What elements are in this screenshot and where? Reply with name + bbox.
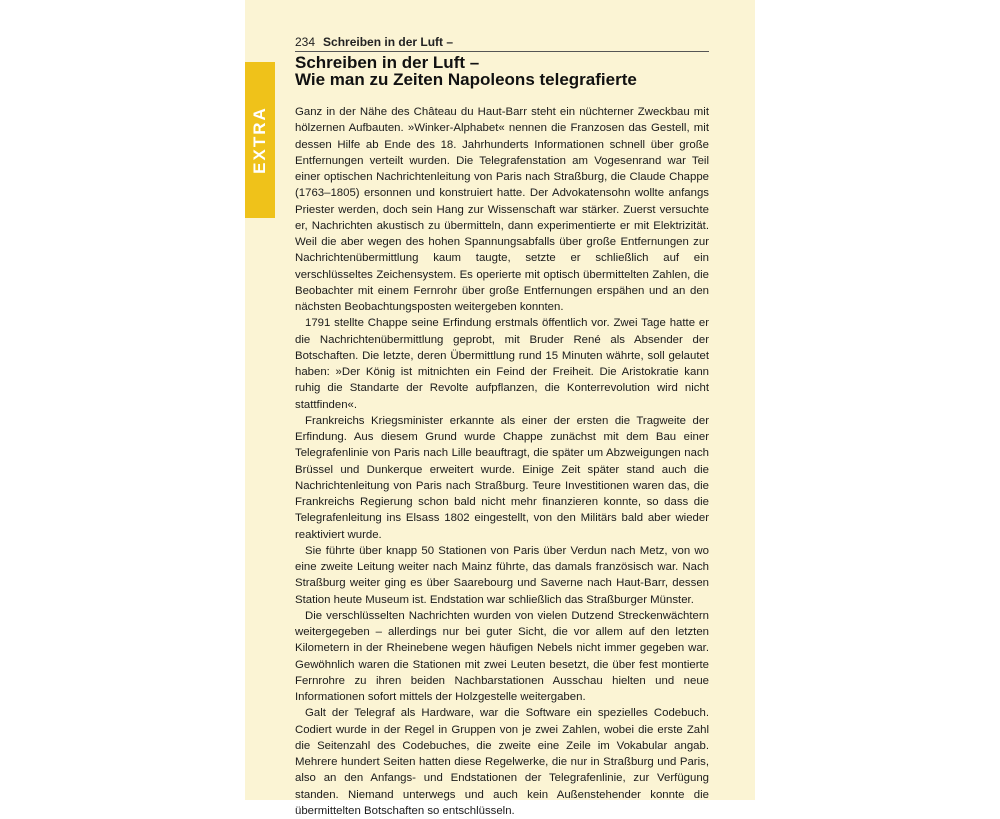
article-title — [295, 54, 709, 88]
running-title: Schreiben in der Luft – — [323, 35, 454, 49]
paragraph: 1791 stellte Chappe seine Erfindung erstmals öffentlich vor. Zwei Tage hatte er die Nachrichtenübermittlung geprobt, mit Bruder René als Absender der Botschaften. Die letzte, deren Übermittlung rund 15 Minuten währte, soll gelautet haben: »Der König ist mitnichten ein Feind der Freiheit. Die Aristokratie kann ruhig die Standarte der Revolte aufpflanzen, die Konterrevolution wird nicht stattfinden«. — [295, 317, 709, 411]
paragraph: Galt der Telegraf als Hardware, war die Software ein spezielles Codebuch. Codiert wurde in der Regel in Gruppen von je zwei Zahlen, wobei die erste Zahl die Seitenzahl des Codebuches, die zweite eine Zeile im Vokabular angab. Mehrere hundert Seiten hatten diese Regelwerke, die nur in Straßburg und Paris, also an den Anfangs- und Endstationen der Telegrafenlinie, zur Verfügung standen. Niemand unterwegs und auch kein Außenstehender konnte die übermittelten Botschaften so entschlüsseln. — [295, 707, 709, 817]
paragraph: Frankreichs Kriegsminister erkannte als einer der ersten die Tragweite der Erfindung. Aus diesem Grund wurde Chappe zunächst mit dem Bau einer Telegrafenlinie von Paris nach Lille beauftragt, die später um Abzweigungen nach Brüssel und Dunkerque erweitert wurde. Einige Zeit später stand auch die Nachrichtenleitung von Paris nach Straßburg. Teure Investitionen waren das, die Frankreichs Regierung schon bald nicht mehr finanzieren konnte, so dass die Telegrafenleitung ins Elsass 1802 eingestellt, von den Militärs bald aber wieder reaktiviert wurde. — [295, 414, 709, 541]
article-title-line-2: Wie man zu Zeiten Napoleons telegrafierte — [295, 70, 637, 89]
extra-side-tab-label: EXTRA — [250, 106, 269, 174]
paragraph: Die verschlüsselten Nachrichten wurden von vielen Dutzend Streckenwächtern weitergegeben – allerdings nur bei guter Sicht, die vor allem auf den letzten Kilometern in der Rheinebene wegen häufigen Nebels nicht immer gegeben war. Gewöhnlich waren die Stationen mit zwei Leuten besetzt, die über fest montierte Fernrohre zu ihren beiden Nachbarstationen Ausschau hielten und neue Informationen sofort mittels der Holzgestelle weitergaben. — [295, 609, 709, 703]
article-body — [295, 104, 709, 819]
paragraph: Ganz in der Nähe des Château du Haut-Barr steht ein nüchterner Zweckbau mit hölzernen Aufbauten. »Winker-Alphabet« nennen die Franzosen das Gestell, mit dessen Hilfe ab Ende des 18. Jahrhunderts Informationen schnell über große Entfernungen verteilt wurden. Die Telegrafenstation am Vogesenrand war Teil einer optischen Nachrichtenleitung von Paris nach Straßburg, die Claude Chappe (1763–1805) ersonnen und konstruiert hatte. Der Advokatensohn wollte anfangs Priester werden, doch sein Hang zur Wissenschaft war stärker. Zuerst versuchte er, Nachrichten akustisch zu übermitteln, dann experimentierte er mit Elektrizität. Weil die aber wegen des hohen Spannungsabfalls über große Entfernungen zur Nachrichtenübermittlung kaum taugte, setzte er schließlich auf ein verschlüsseltes Zeichensystem. Es operierte mit optisch übermittelten Zahlen, die Beobachter mit einem Fernrohr über große Entfernungen erspähen und an den nächsten Beobachtungsposten weitergeben konnten. — [295, 106, 709, 313]
paragraph: Sie führte über knapp 50 Stationen von Paris über Verdun nach Metz, von wo eine zweite Leitung weiter nach Mainz führte, das damals französisch war. Nach Straßburg weiter ging es über Saarebourg und Saverne nach Haut-Barr, dessen Station heute Museum ist. Endstation war schließlich das Straßburger Münster. — [295, 544, 709, 606]
running-header — [295, 35, 709, 52]
page-number: 234 — [295, 35, 316, 49]
article-title-line-1: Schreiben in der Luft – — [295, 53, 480, 72]
extra-side-tab-label-box — [245, 62, 275, 218]
